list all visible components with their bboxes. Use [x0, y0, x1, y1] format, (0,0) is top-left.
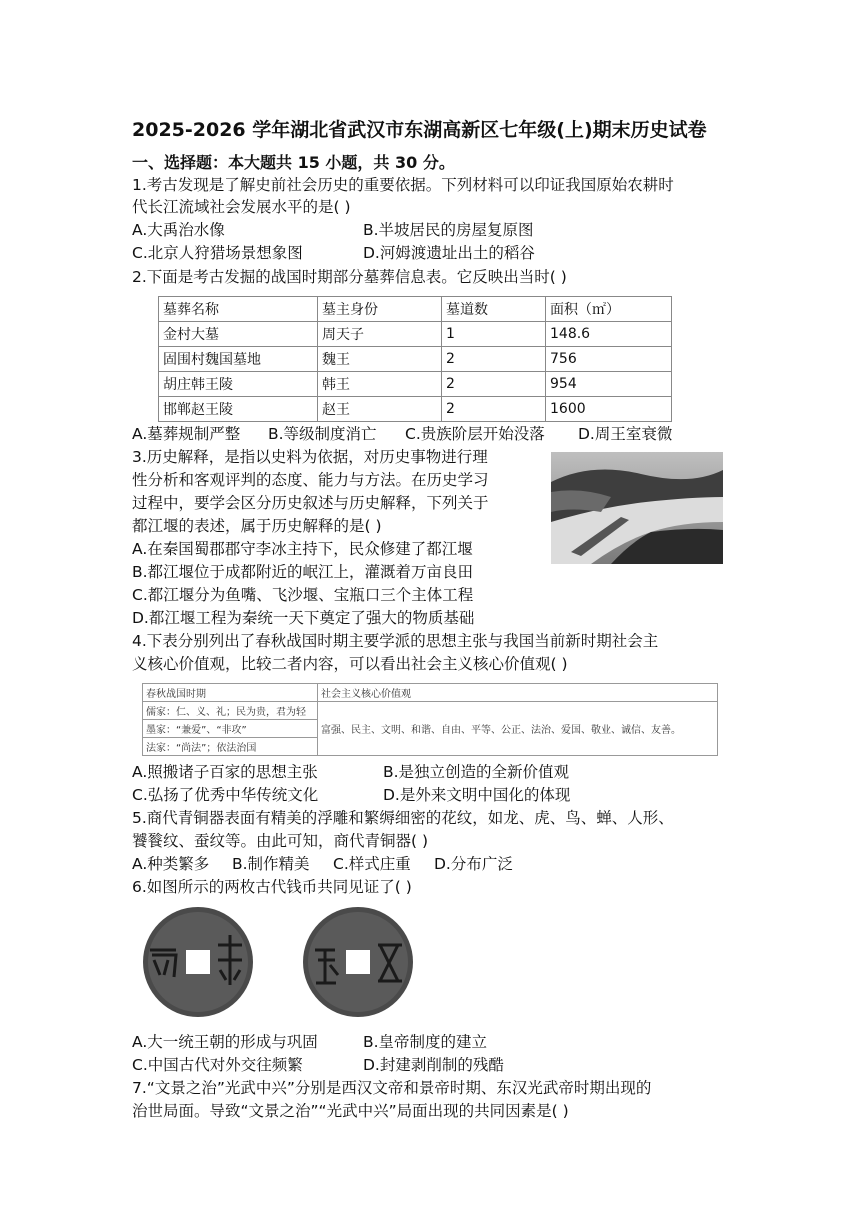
q7-stem-line2: 治世局面。导致“文景之治”“光武中兴”局面出现的共同因素是( ) — [132, 1102, 569, 1120]
table-row — [159, 397, 672, 422]
q2-option-d: D.周王室衰微 — [578, 425, 673, 443]
table-row — [143, 702, 718, 720]
q1-option-d: D.河姆渡遗址出土的稻谷 — [363, 244, 535, 262]
table-cell: 魏王 — [318, 347, 442, 372]
q2-option-a: A.墓葬规制严整 — [132, 425, 241, 443]
table-cell: 儒家：仁、义、礼；民为贵，君为轻 — [143, 702, 318, 720]
q6-option-c: C.中国古代对外交往频繁 — [132, 1056, 303, 1074]
q5-stem-line2: 饕餮纹、蚕纹等。由此可知，商代青铜器( ) — [132, 832, 429, 850]
table-row — [159, 372, 672, 397]
table-row — [159, 347, 672, 372]
table-cell: 周天子 — [318, 322, 442, 347]
table-cell: 胡庄韩王陵 — [159, 372, 318, 397]
q1-option-a: A.大禹治水像 — [132, 221, 225, 239]
table-cell: 韩王 — [318, 372, 442, 397]
table-cell: 金村大墓 — [159, 322, 318, 347]
table-cell: 社会主义核心价值观 — [318, 684, 718, 702]
table-cell: 756 — [546, 347, 672, 372]
q4-option-d: D.是外来文明中国化的体现 — [383, 786, 571, 804]
table-cell: 148.6 — [546, 322, 672, 347]
q3-stem-line4: 都江堰的表述，属于历史解释的是( ) — [132, 517, 382, 535]
q2-stem: 2.下面是考古发掘的战国时期部分墓葬信息表。它反映出当时( ) — [132, 268, 567, 286]
q6-option-d: D.封建剥削制的残酷 — [363, 1056, 504, 1074]
q6-option-a: A.大一统王朝的形成与巩固 — [132, 1033, 318, 1051]
q6-option-b: B.皇帝制度的建立 — [363, 1033, 488, 1051]
table-cell: 邯郸赵王陵 — [159, 397, 318, 422]
table-cell: 2 — [442, 347, 546, 372]
q4-stem-line1: 4.下表分别列出了春秋战国时期主要学派的思想主张与我国当前新时期社会主 — [132, 632, 659, 650]
q3-stem-line2: 性分析和客观评判的态度、能力与方法。在历史学习 — [132, 471, 489, 489]
table-cell: 春秋战国时期 — [143, 684, 318, 702]
q3-option-a: A.在秦国蜀郡郡守李冰主持下，民众修建了都江堰 — [132, 540, 473, 558]
q5-option-c: C.样式庄重 — [333, 855, 411, 873]
q4-stem-line2: 义核心价值观，比较二者内容，可以看出社会主义核心价值观( ) — [132, 655, 568, 673]
table-cell: 954 — [546, 372, 672, 397]
q2-option-c: C.贵族阶层开始没落 — [405, 425, 545, 443]
q5-option-b: B.制作精美 — [232, 855, 310, 873]
q3-option-b: B.都江堰位于成都附近的岷江上，灌溉着万亩良田 — [132, 563, 474, 581]
tomb-table — [158, 296, 672, 422]
table-header-row — [159, 297, 672, 322]
table-cell: 面积（㎡） — [546, 297, 672, 322]
q3-stem-line3: 过程中，要学会区分历史叙述与历史解释，下列关于 — [132, 494, 489, 512]
table-row — [159, 322, 672, 347]
q3-option-d: D.都江堰工程为秦统一天下奠定了强大的物质基础 — [132, 609, 475, 627]
coin-wuzhu-icon — [303, 907, 413, 1017]
table-cell: 墓道数 — [442, 297, 546, 322]
coin-banliang-icon — [143, 907, 253, 1017]
table-cell: 1 — [442, 322, 546, 347]
q1-option-b: B.半坡居民的房屋复原图 — [363, 221, 534, 239]
q5-stem-line1: 5.商代青铜器表面有精美的浮雕和繁缛细密的花纹，如龙、虎、鸟、蝉、人形、 — [132, 809, 674, 827]
ancient-coins-icon — [130, 905, 430, 1020]
q1-option-c: C.北京人狩猎场景想象图 — [132, 244, 303, 262]
values-table — [142, 683, 718, 756]
table-cell: 固围村魏国墓地 — [159, 347, 318, 372]
q4-option-a: A.照搬诸子百家的思想主张 — [132, 763, 318, 781]
q3-option-c: C.都江堰分为鱼嘴、飞沙堰、宝瓶口三个主体工程 — [132, 586, 474, 604]
table-cell: 1600 — [546, 397, 672, 422]
page-title: 2025-2026 学年湖北省武汉市东湖高新区七年级(上)期末历史试卷 — [132, 119, 707, 141]
q4-option-b: B.是独立创造的全新价值观 — [383, 763, 570, 781]
table-cell: 墓主身份 — [318, 297, 442, 322]
section-heading: 一、选择题：本大题共 15 小题，共 30 分。 — [132, 153, 455, 172]
q5-option-d: D.分布广泛 — [434, 855, 513, 873]
dujiangyan-photo-icon — [551, 452, 723, 564]
table-cell: 富强、民主、文明、和谐、自由、平等、公正、法治、爱国、敬业、诚信、友善。 — [318, 702, 718, 756]
q4-option-c: C.弘扬了优秀中华传统文化 — [132, 786, 319, 804]
table-cell: 墨家：“兼爱”、“非攻” — [143, 720, 318, 738]
table-cell: 2 — [442, 397, 546, 422]
q2-option-b: B.等级制度消亡 — [268, 425, 377, 443]
table-cell: 赵王 — [318, 397, 442, 422]
table-cell: 2 — [442, 372, 546, 397]
q6-stem: 6.如图所示的两枚古代钱币共同见证了( ) — [132, 878, 412, 896]
q7-stem-line1: 7.“文景之治”光武中兴”分别是西汉文帝和景帝时期、东汉光武帝时期出现的 — [132, 1079, 652, 1097]
table-cell: 墓葬名称 — [159, 297, 318, 322]
table-header-row — [143, 684, 718, 702]
q5-option-a: A.种类繁多 — [132, 855, 210, 873]
q3-stem-line1: 3.历史解释，是指以史料为依据，对历史事物进行理 — [132, 448, 488, 466]
q1-stem-line2: 代长江流域社会发展水平的是( ) — [132, 198, 351, 216]
q1-stem-line1: 1.考古发现是了解史前社会历史的重要依据。下列材料可以印证我国原始农耕时 — [132, 176, 674, 194]
table-cell: 法家：“尚法”；依法治国 — [143, 738, 318, 756]
